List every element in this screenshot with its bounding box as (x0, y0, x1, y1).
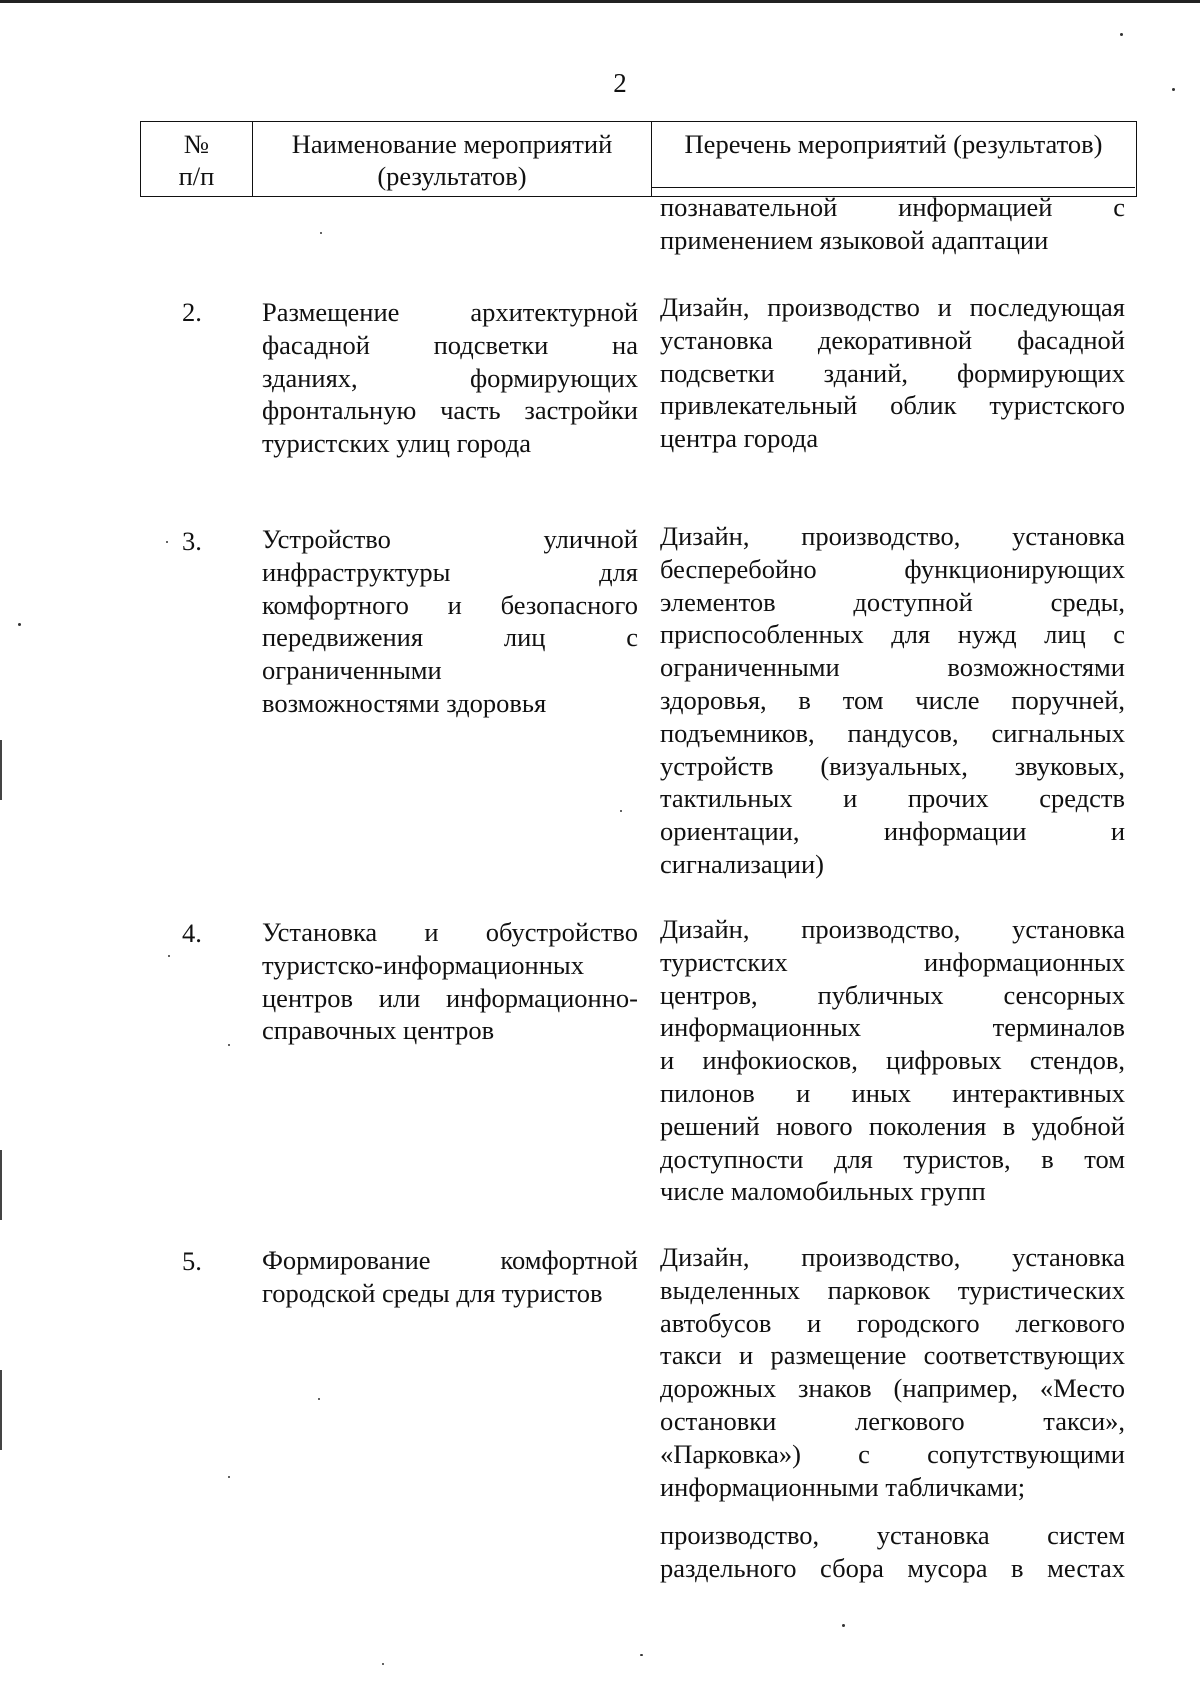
text-line: производство, установка систем (660, 1520, 1125, 1550)
text-line: Дизайн, производство, установка (660, 1242, 1125, 1272)
row-name (262, 916, 638, 1047)
text-line: бесперебойно функционирующих (660, 553, 1125, 584)
row-name (262, 296, 638, 460)
row-list (660, 913, 1125, 1208)
text-line: остановки легкового такси», (660, 1405, 1125, 1436)
text-line: информационными табличками; (660, 1471, 1026, 1502)
text-line: центров, публичных сенсорных (660, 979, 1125, 1010)
text-line: ограниченными возможностями (660, 652, 1125, 683)
scan-speck (1120, 33, 1123, 36)
text-line: комфортного и безопасного (262, 589, 638, 620)
text-line: Устройство уличной (262, 524, 638, 554)
scan-speck (320, 232, 322, 234)
scan-edge-mark (0, 1150, 2, 1220)
row-list (660, 520, 1125, 881)
scan-edge-mark (0, 740, 2, 800)
text-line: дорожных знаков (например, «Место (660, 1373, 1125, 1404)
text-line: туристских улиц города (262, 428, 532, 459)
row-name (262, 523, 638, 720)
scan-edge-mark (0, 1370, 2, 1450)
row-list (660, 1241, 1125, 1503)
header-cell-number (141, 122, 253, 196)
text-line: туристско-информационных (262, 949, 584, 980)
text-line: автобусов и городского легкового (660, 1307, 1125, 1338)
scan-speck (228, 1044, 230, 1046)
scan-speck (620, 810, 622, 812)
scan-speck (842, 1624, 845, 1627)
row-name (262, 1244, 638, 1310)
text-line: подсветки зданий, формирующих (660, 357, 1125, 388)
text-line: Дизайн, производство и последующая (660, 292, 1125, 322)
text-line: городской среды для туристов (262, 1277, 603, 1308)
text-line: центра города (660, 423, 819, 454)
row-number: 2. (182, 297, 202, 327)
row-number: 3. (182, 526, 202, 556)
text-line: зданиях, формирующих (262, 362, 638, 393)
text-line: тактильных и прочих средств (660, 783, 1125, 814)
text-line: «Парковка») с сопутствующими (660, 1438, 1125, 1469)
text-line: применением языковой адаптации (660, 224, 1049, 255)
continuation-text (660, 191, 1125, 257)
text-line: здоровья, в том числе поручней, (660, 684, 1125, 715)
text-line: привлекательный облик туристского (660, 390, 1125, 421)
text-line: возможностями здоровья (262, 687, 547, 718)
text-line: числе маломобильных групп (660, 1176, 986, 1207)
row-number: 5. (182, 1246, 202, 1276)
header-name-line: Наименование мероприятий (291, 129, 613, 159)
scan-speck (168, 955, 170, 957)
row-list (660, 291, 1125, 455)
text-line: сигнализации) (660, 848, 824, 879)
text-line: элементов доступной среды, (660, 586, 1125, 617)
text-line: приспособленных для нужд лиц с (660, 619, 1125, 650)
text-line: справочных центров (262, 1015, 495, 1046)
scan-speck (640, 1654, 643, 1656)
text-line: центров или информационно- (262, 982, 638, 1013)
header-number-line: № (183, 129, 210, 159)
header-list-line: Перечень мероприятий (результатов) (684, 129, 1103, 159)
text-line: ограниченными (262, 655, 442, 686)
text-line: решений нового поколения в удобной (660, 1110, 1125, 1141)
text-line: Формирование комфортной (262, 1245, 638, 1275)
text-line: и инфокиосков, цифровых стендов, (660, 1045, 1125, 1076)
scan-speck (228, 1476, 230, 1478)
row-list-continued (660, 1519, 1125, 1585)
text-line: подъемников, пандусов, сигнальных (660, 717, 1125, 748)
scan-speck (318, 1398, 320, 1400)
header-cell-list (652, 122, 1135, 188)
text-line: Дизайн, производство, установка (660, 914, 1125, 944)
text-line: такси и размещение соответствующих (660, 1340, 1125, 1371)
page-number: 2 (613, 68, 627, 98)
text-line: передвижения лиц с (262, 622, 638, 653)
text-line: информационных терминалов (660, 1012, 1125, 1043)
header-cell-name (253, 122, 652, 196)
scan-speck (1172, 88, 1175, 91)
text-line: познавательной информацией с (660, 192, 1125, 222)
text-line: инфраструктуры для (262, 556, 638, 587)
text-line: Размещение архитектурной (262, 297, 638, 327)
text-line: доступности для туристов, в том (660, 1143, 1125, 1174)
text-line: установка декоративной фасадной (660, 324, 1125, 355)
text-line: ориентации, информации и (660, 816, 1125, 847)
text-line: пилонов и иных интерактивных (660, 1077, 1125, 1108)
scan-top-edge (0, 0, 1200, 3)
text-line: устройств (визуальных, звуковых, (660, 750, 1125, 781)
scan-speck (166, 541, 168, 543)
scan-speck (382, 1663, 384, 1665)
header-number-line: п/п (178, 161, 215, 191)
text-line: туристских информационных (660, 946, 1125, 977)
text-line: выделенных парковок туристических (660, 1274, 1125, 1305)
scan-speck (18, 623, 21, 626)
table-header (140, 121, 1137, 197)
text-line: Установка и обустройство (262, 917, 638, 947)
text-line: фронтальную часть застройки (262, 395, 638, 426)
text-line: Дизайн, производство, установка (660, 521, 1125, 551)
header-name-line: (результатов) (377, 161, 527, 191)
text-line: фасадной подсветки на (262, 329, 638, 360)
text-line: раздельного сбора мусора в местах (660, 1552, 1125, 1583)
row-number: 4. (182, 918, 202, 948)
